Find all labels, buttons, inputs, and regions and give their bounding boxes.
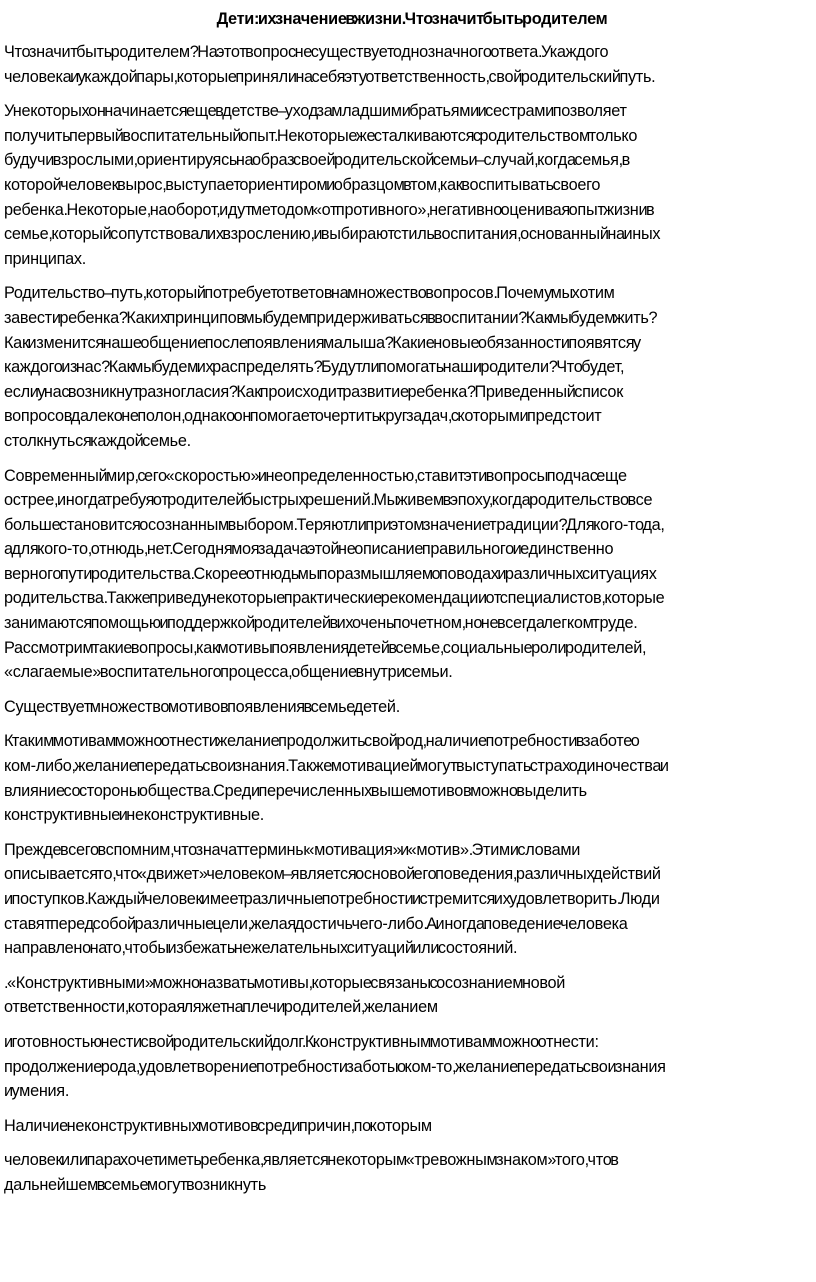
text-line: семье, который сопутствовал их взрослению, и выбирают стиль воспитания, основанный на иных	[4, 225, 661, 244]
text-line: ребенка. Некоторые, наоборот, идут методом «от противного», негативно оценивая опыт жизни в	[4, 200, 655, 219]
text-line: конструктивные и неконструктивные.	[4, 806, 264, 825]
document-body	[0, 40, 816, 1198]
text-line: ком-либо, желание передать свои знания. Также мотивацией могут выступать страх одиночества и	[4, 757, 669, 776]
text-line: и умения.	[4, 1082, 70, 1101]
text-line: которой человек вырос, выступает ориентиром и образцом в том, как воспитывать своего	[4, 175, 601, 194]
paragraph	[0, 1148, 816, 1197]
text-line: острее, иногда требуя от родителей быстрых решений. Мы живем в эпоху, когда родительство все	[4, 491, 653, 510]
text-line: вопросов далеко не полон, однако он помогает очертить круг задач, с которыми предстоит	[4, 407, 602, 426]
paragraph	[0, 464, 816, 685]
paragraph	[0, 971, 816, 1020]
paragraph	[0, 1114, 816, 1139]
text-line: и поступков. Каждый человек имеет различные потребности и стремится их удовлетворить. Люди	[4, 890, 660, 908]
text-line: ответственности, которая ляжет на плечи родителей, желанием	[4, 998, 438, 1017]
text-line: . «Конструктивными» можно назвать мотивы, которые связаны с осознанием новой	[4, 973, 566, 992]
text-line: Рассмотрим такие вопросы, как мотивы появления детей в семье, социальные роли родителей,	[4, 638, 647, 657]
text-line: Прежде всего вспомним, что значат термины «мотивация» и «мотив». Этими словами	[4, 840, 581, 859]
text-line: продолжение рода, удовлетворение потребности заботы о ком-то, желание передать свои знания	[4, 1057, 666, 1076]
text-line: У некоторых он начинается еще в детстве – уход за младшими братьями и сестрами позволяет	[4, 102, 627, 121]
text-line: занимаются помощью и поддержкой родителей в их очень почетном, но не всегда легком труде.	[4, 614, 638, 633]
text-line: Современный мир, с его «скоростью» и неопределенностью, ставит эти вопросы подчас еще	[4, 466, 627, 485]
paragraph	[0, 40, 816, 89]
text-line: ставят перед собой различные цели, желая достичь чего-либо. А иногда поведение человека	[4, 914, 628, 933]
paragraph	[0, 695, 816, 720]
text-line: влияние со стороны общества. Среди перечисленных выше мотивов можно выделить	[4, 781, 587, 800]
text-line: а для кого-то, отнюдь, нет. Сегодня моя задача этой не описание правильного и единственно	[4, 540, 614, 559]
text-line: «слагаемые» воспитательного процесса, общение внутри семьи.	[4, 663, 453, 682]
paragraph	[0, 729, 816, 827]
text-line: Что значит быть родителем? На этот вопрос не существует однозначного ответа. У каждого	[4, 43, 609, 61]
text-line: принципах.	[4, 249, 86, 268]
document-title: Дети: их значение в жизни. Что значит быть родителем	[216, 10, 608, 28]
text-line: если у нас возникнут разногласия? Как происходит развитие ребенка? Приведенный список	[4, 382, 624, 401]
paragraph	[0, 281, 816, 453]
text-line: Существует множество мотивов появления в семье детей.	[4, 697, 400, 716]
text-line: будучи взрослыми, ориентируясь на образ своей родительской семьи – случай, когда семья, в	[4, 151, 630, 170]
text-line: Наличие неконструктивных мотивов среди причин, по которым	[4, 1116, 432, 1135]
text-line: столкнуться каждой семье.	[4, 431, 191, 450]
paragraph	[0, 99, 816, 271]
text-line: описывается то, что «движет» человеком – является основой его поведения, различных действий	[4, 865, 661, 884]
text-line: К таким мотивам можно отнести желание продолжить свой род, наличие потребности в заботе о	[4, 732, 640, 751]
text-line: получить первый воспитательный опыт. Некоторые же сталкиваются с родительством только	[4, 126, 638, 145]
text-line: больше становится осознанным выбором. Теряют ли при этом значение традиции? Для кого-то да,	[4, 515, 665, 534]
text-line: завести ребенка? Каких принципов мы будем придерживаться в воспитании? Как мы будем жить?	[4, 308, 658, 327]
text-line: каждого из нас? Как мы будем их распределять? Будут ли помогать наши родители? Что будет,	[4, 358, 625, 377]
text-line: родительства. Также приведу некоторые практические рекомендации от специалистов, которые	[4, 589, 665, 608]
text-line: человек или пара хочет иметь ребенка, является некоторым «тревожным знаком» того, что в	[4, 1151, 619, 1170]
text-line: и готовностью нести свой родительский долг. К конструктивным мотивам можно отнести:	[4, 1032, 599, 1051]
paragraph	[0, 838, 816, 961]
text-line: Как изменится наше общение после появления малыша? Какие новые обязанности появятся у	[4, 333, 641, 352]
paragraph	[0, 1030, 816, 1104]
text-line: человека и у каждой пары, которые приняли на себя эту ответственность, свой родительский путь.	[4, 67, 656, 86]
text-line: верного пути родительства. Скорее отнюдь мы поразмышляем о поводах и различных ситуациях	[4, 564, 657, 583]
text-line: дальнейшем в семье могут возникнуть	[4, 1175, 267, 1194]
text-line: Родительство – путь, который потребует ответов на множество вопросов. Почему мы хотим	[4, 284, 615, 303]
text-line: направлено на то, чтобы избежать нежелательных ситуаций или состояний.	[4, 939, 518, 958]
